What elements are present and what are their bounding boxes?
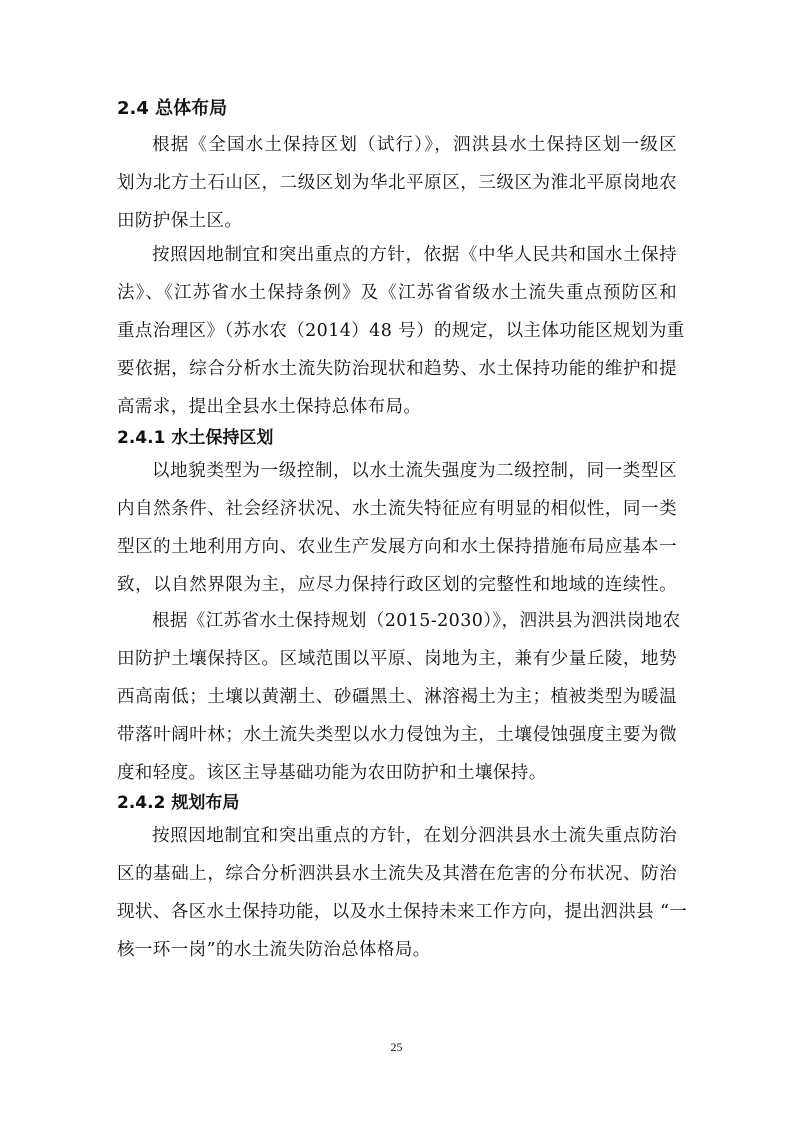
paragraph-line: 高需求，提出全县水土保持总体布局。 [117,397,422,417]
paragraph-line: 区的基础上，综合分析泗洪县水土流失及其潜在危害的分布状况、防治 [117,864,677,884]
paragraph-line: 核一环一岗”的水土流失防治总体格局。 [117,940,431,960]
paragraph-layout-1 [117,817,688,969]
paragraph-line: 田防护保土区。 [117,211,243,231]
paragraph-intro-1 [117,126,677,240]
paragraph-line: 西高南低；土壤以黄潮土、砂礓黑土、淋溶褐土为主；植被类型为暖温 [117,687,677,707]
paragraph-line: 划为北方土石山区，二级区划为华北平原区，三级区为淮北平原岗地农 [117,173,677,193]
page-number: 25 [390,1040,403,1054]
paragraph-zoning-1 [117,452,677,604]
paragraph-line: 重点治理区》（苏水农（2014）48 号）的规定，以主体功能区规划为重 [117,321,685,341]
section-heading: 2.4 总体布局 [117,98,228,119]
paragraph-line: 内自然条件、社会经济状况、水土流失特征应有明显的相似性，同一类 [117,499,677,519]
paragraph-line: 度和轻度。该区主导基础功能为农田防护和土壤保持。 [117,763,547,783]
paragraph-line: 根据《全国水土保持区划（试行）》，泗洪县水土保持区划一级区 [152,135,677,155]
paragraph-line: 按照因地制宜和突出重点的方针，在划分泗洪县水土流失重点防治 [152,826,677,846]
paragraph-line: 要依据，综合分析水土流失防治现状和趋势、水土保持功能的维护和提 [117,359,677,379]
paragraph-line: 法》、《江苏省水土保持条例》及《江苏省省级水土流失重点预防区和 [117,283,677,303]
paragraph-line: 型区的土地利用方向、农业生产发展方向和水土保持措施布局应基本一 [117,537,677,557]
paragraph-line: 田防护土壤保持区。区域范围以平原、岗地为主，兼有少量丘陵，地势 [117,649,677,669]
paragraph-line: 致，以自然界限为主，应尽力保持行政区划的完整性和地域的连续性。 [117,575,677,595]
subsection-heading-zoning: 2.4.1 水土保持区划 [117,428,274,448]
paragraph-line: 按照因地制宜和突出重点的方针，依据《中华人民共和国水土保持 [152,245,677,265]
subsection-heading-layout: 2.4.2 规划布局 [117,793,240,813]
paragraph-line: 带落叶阔叶林；水土流失类型以水力侵蚀为主，土壤侵蚀强度主要为微 [117,725,677,745]
paragraph-line: 现状、各区水土保持功能，以及水土保持未来工作方向，提出泗洪县 “一 [117,902,688,922]
paragraph-line: 以地貌类型为一级控制，以水土流失强度为二级控制，同一类型区 [152,461,677,481]
paragraph-intro-2 [117,236,685,426]
paragraph-zoning-2 [117,602,681,792]
paragraph-line: 根据《江苏省水土保持规划（2015-2030）》，泗洪县为泗洪岗地农 [152,611,681,631]
